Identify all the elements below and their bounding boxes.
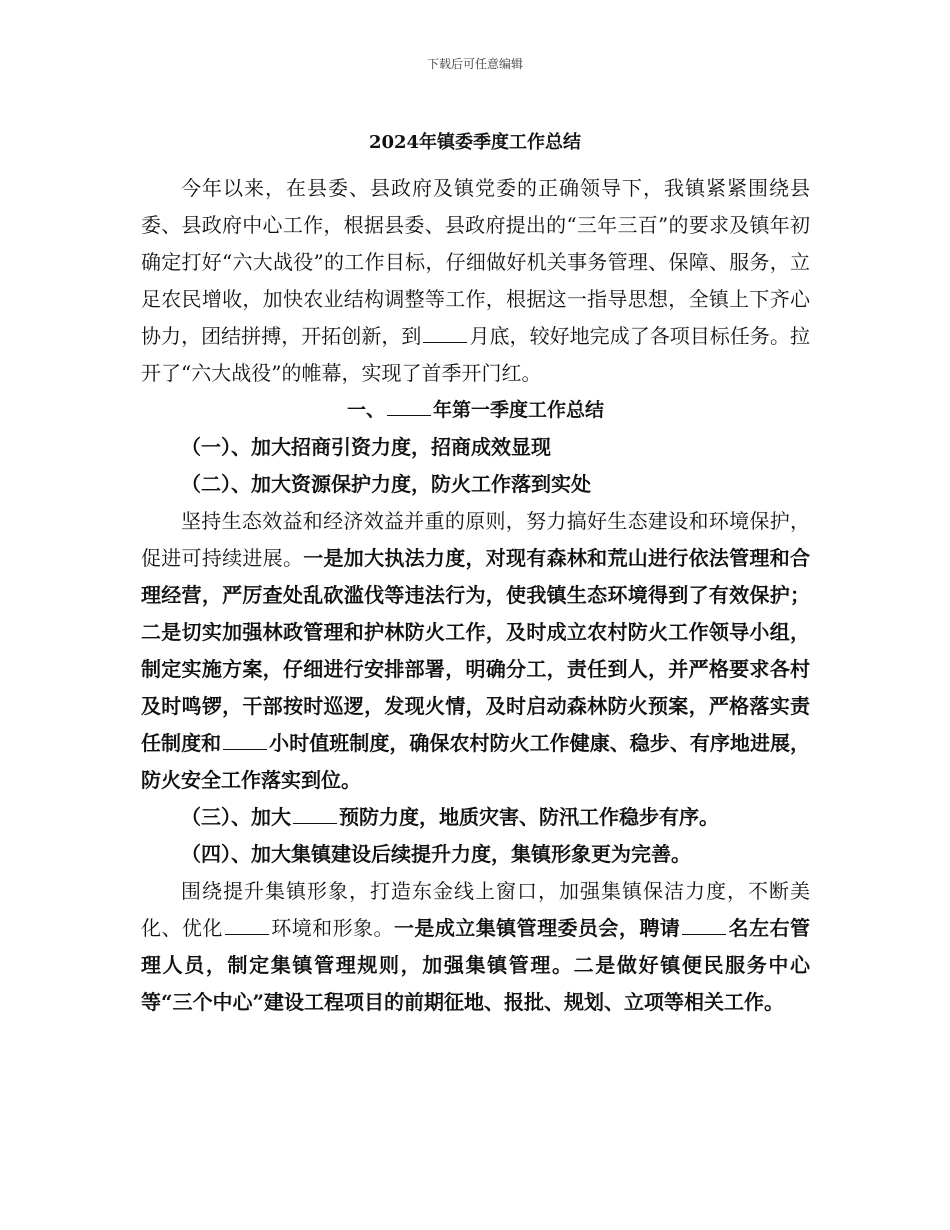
fill-blank (423, 322, 467, 343)
intro-text-2: 月底，较好地完成了各项目标任务。拉开了“六大战役”的帷幕，实现了首季开门红。 (141, 324, 811, 385)
subheading-2: （二）、加大资源保护力度，防火工作落到实处 (181, 472, 591, 496)
fill-blank (387, 395, 431, 416)
page-header: 下载后可任意编辑 (426, 57, 523, 71)
subheading-1: （一）、加大招商引资力度，招商成效显现 (181, 435, 551, 459)
town-construction-paragraph (141, 873, 810, 1021)
fire-prevention-paragraph (141, 503, 810, 799)
para3-normal-2: 环境和形象。 (270, 916, 394, 940)
subheading-3-suffix: 预防力度，地质灾害、防汛工作稳步有序。 (339, 805, 719, 829)
para3-bold-2: 名左右管理人员，制定集镇管理规则，加强集镇管理。二是做好镇便民服务中心等“三个中心”建设工程项目的前期征地、报批、规划、立项等相关工作。 (141, 916, 811, 1014)
para3-normal-1: 围绕提升集镇形象，打造东金线上窗口，加强集镇保洁力度，不断美化、优化 (141, 879, 810, 940)
para3-bold-1: 一是成立集镇管理委员会，聘请 (393, 916, 681, 940)
para2-bold-2: 小时值班制度，确保农村防火工作健康、稳步、有序地进展，防火安全工作落实到位。 (141, 731, 811, 792)
section-heading-prefix: 一、 (346, 399, 385, 421)
subheading-3-prefix: （三）、加大 (181, 805, 291, 829)
fill-blank (293, 803, 337, 824)
para2-bold-1: 一是加大执法力度，对现有森林和荒山进行依法管理和合理经营，严厉查处乱砍滥伐等违法行为，使我镇生态环境得到了有效保护；二是切实加强林政管理和护林防火工作，及时成立农村防火工作领导小组，制定实施方案，仔细进行安排部署，明确分工，责任到人，并严格要求各村及时鸣锣，干部按时巡逻，发现火情，及时启动森林防火预案，严格落实责任制度和 (141, 546, 810, 755)
section-heading-suffix: 年第一季度工作总结 (433, 399, 605, 421)
intro-text-1: 今年以来，在县委、县政府及镇党委的正确领导下，我镇紧紧围绕县委、县政府中心工作，根据县委、县政府提出的“三年三百”的要求及镇年初确定打好“六大战役”的工作目标，仔细做好机关事务管理、保障、服务，立足农民增收，加快农业结构调整等工作，根据这一指导思想，全镇上下齐心协力，团结拼搏，开拓创新，到 (141, 176, 810, 348)
para2-normal: 坚持生态效益和经济效益并重的原则，努力搞好生态建设和环境保护，促进可持续进展。 (141, 509, 810, 570)
subheading-3 (141, 799, 810, 836)
fill-blank (223, 729, 267, 750)
fill-blank (682, 914, 726, 935)
fill-blank (225, 914, 269, 935)
subheading-4: （四）、加大集镇建设后续提升力度，集镇形象更为完善。 (181, 842, 691, 866)
intro-paragraph (141, 170, 810, 392)
document-title: 2024年镇委季度工作总结 (368, 132, 582, 153)
section-heading-1 (141, 392, 810, 429)
document-body (141, 170, 810, 1021)
